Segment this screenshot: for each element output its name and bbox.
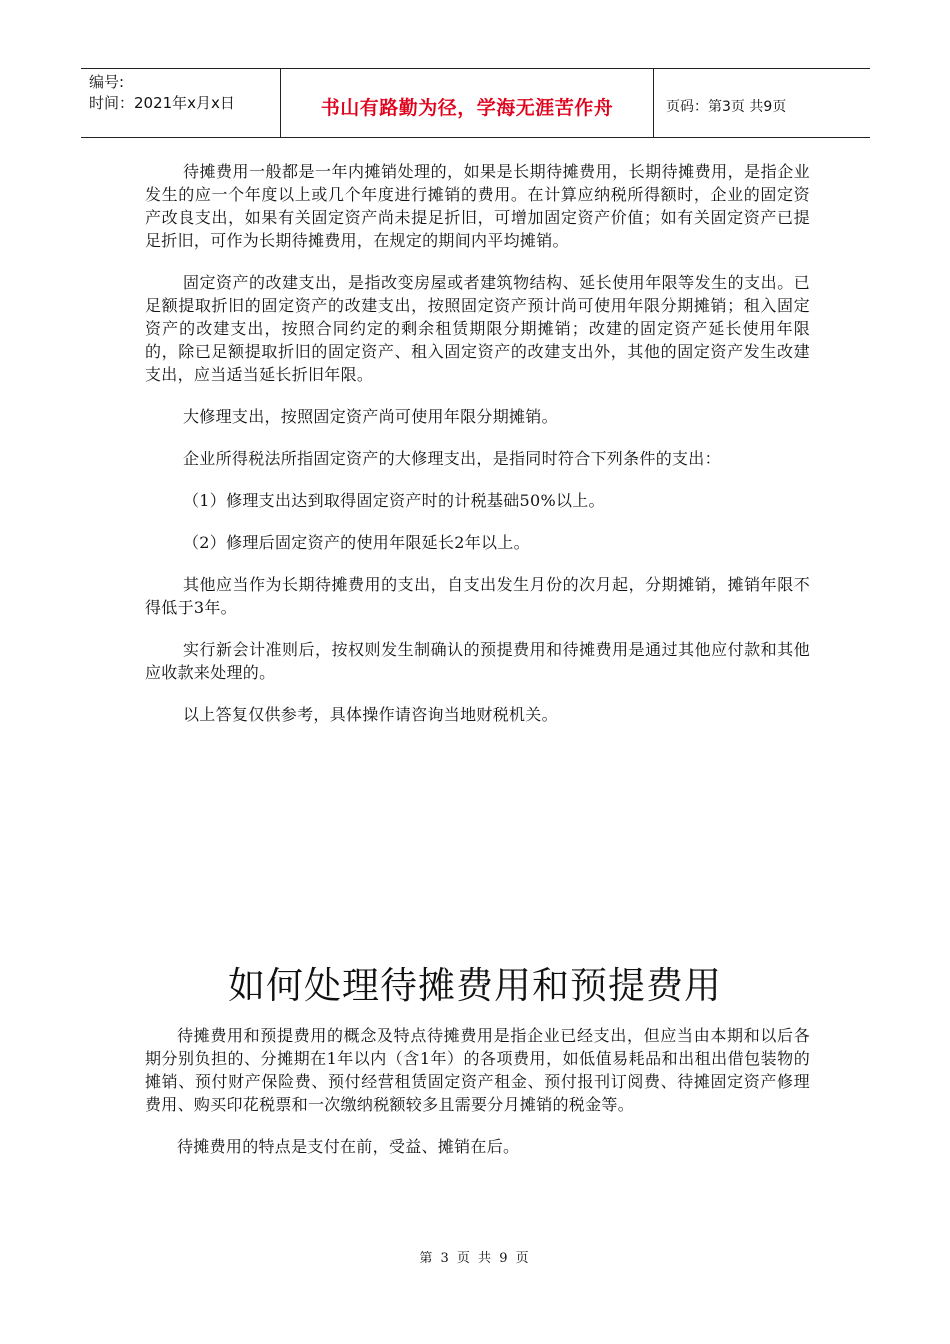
section-title: 如何处理待摊费用和预提费用	[228, 964, 722, 1007]
header-motto: 书山有路勤为径，学海无涯苦作舟	[281, 69, 654, 137]
paragraph: 待摊费用和预提费用的概念及特点待摊费用是指企业已经支出，但应当由本期和以后各期分别负担的、分摊期在1年以内（含1年）的各项费用，如低值易耗品和出租出借包装物的摊销、预付财产保险费、预付经营租赁固定资产租金、预付报刊订阅费、待摊固定资产修理费用、购买印花税票和一次缴纳税额较多且需要分月摊销的税金等。	[145, 1026, 810, 1114]
paragraph: 大修理支出，按照固定资产尚可使用年限分期摊销。	[183, 407, 558, 426]
paragraph: 企业所得税法所指固定资产的大修理支出，是指同时符合下列条件的支出：	[183, 449, 721, 468]
paragraph: （1）修理支出达到取得固定资产时的计税基础50%以上。	[183, 491, 605, 510]
page-header	[81, 68, 870, 138]
paragraph: 以上答复仅供参考，具体操作请咨询当地财税机关。	[183, 705, 558, 724]
time-label: 时间：2021年x月x日	[89, 94, 235, 112]
header-meta	[81, 69, 281, 137]
section-2-body	[145, 1024, 810, 1177]
paragraph: 固定资产的改建支出，是指改变房屋或者建筑物结构、延长使用年限等发生的支出。已足额提取折旧的固定资产的改建支出，按照固定资产预计尚可使用年限分期摊销；租入固定资产的改建支出，按照合同约定的剩余租赁期限分期摊销；改建的固定资产延长使用年限的，除已足额提取折旧的固定资产、租入固定资产的改建支出外，其他的固定资产发生改建支出，应当适当延长折旧年限。	[145, 273, 810, 384]
page-footer: 第 3 页 共 9 页	[419, 1251, 531, 1266]
paragraph: （2）修理后固定资产的使用年限延长2年以上。	[183, 533, 530, 552]
section-1-body	[145, 160, 810, 745]
number-label: 编号:	[89, 73, 125, 91]
paragraph: 待摊费用一般都是一年内摊销处理的，如果是长期待摊费用，长期待摊费用，是指企业发生的应一个年度以上或几个年度进行摊销的费用。在计算应纳税所得额时，企业的固定资产改良支出，如果有关固定资产尚未提足折旧，可增加固定资产价值；如有关固定资产已提足折旧，可作为长期待摊费用，在规定的期间内平均摊销。	[145, 162, 810, 250]
header-page-number: 页码：第3页 共9页	[666, 99, 787, 115]
paragraph: 待摊费用的特点是支付在前，受益、摊销在后。	[177, 1137, 520, 1156]
paragraph: 实行新会计准则后，按权则发生制确认的预提费用和待摊费用是通过其他应付款和其他应收款来处理的。	[145, 640, 810, 682]
paragraph: 其他应当作为长期待摊费用的支出，自支出发生月份的次月起，分期摊销，摊销年限不得低于3年。	[145, 575, 810, 617]
